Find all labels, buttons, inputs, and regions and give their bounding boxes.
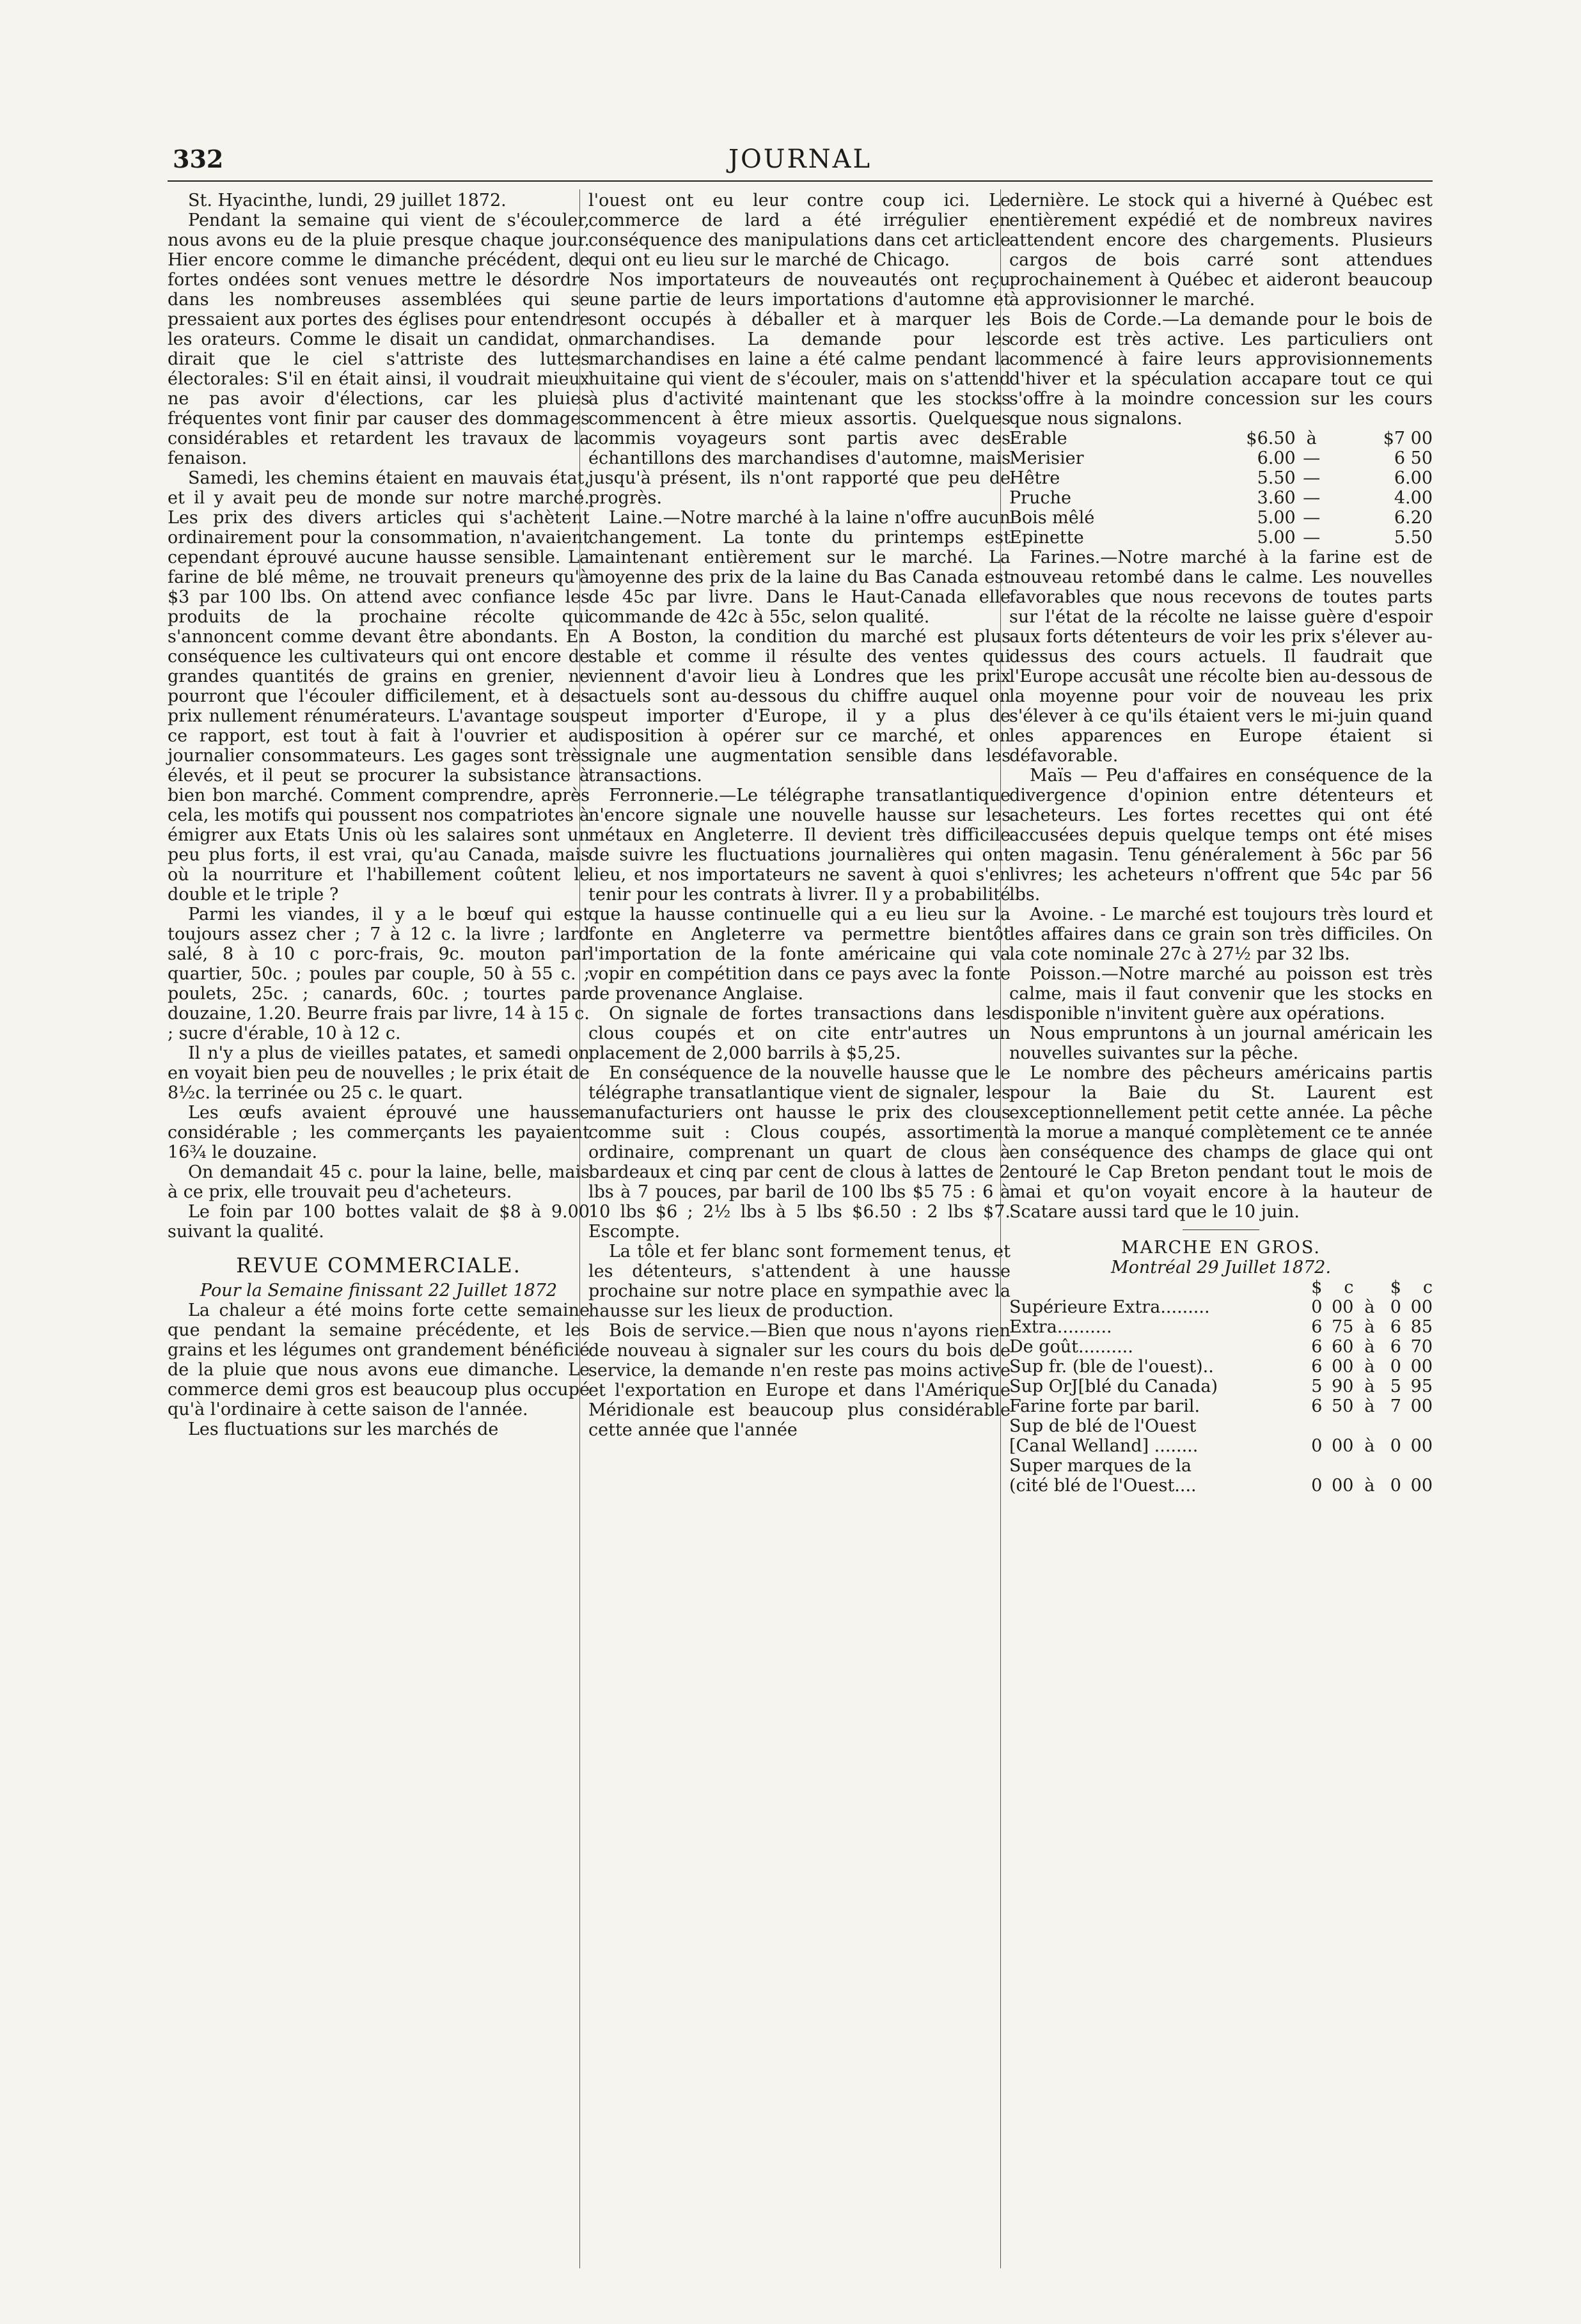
paragraph: Samedi, les chemins étaient en mauvais état, et il y avait peu de monde sur notre marché. Les prix des divers articles qui s'achètent ordinairement pour la consommation, n'avaient cependant éprouvé aucune hausse sensible. La farine de blé même, ne trouvait preneurs qu'à $3 par 100 lbs. On attend avec confiance les produits de la prochaine récolte qui s'annoncent comme devant être abondants. En conséquence les cultivateurs qui ont encore de grandes quantités de grains en grenier, ne pourront que l'écouler difficilement, et à des prix nullement rénumérateurs. L'avantage sous ce rapport, est tout à fait à l'ouvrier et au journalier consommateurs. Les gages sont très élevés, et il peut se procurer la subsistance à bien bon marché. Comment comprendre, après cela, les motifs qui poussent nos compatriotes à émigrer aux Etats Unis où les salaires sont un peu plus forts, il est vrai, qu'au Canada, mais où la nourriture et l'habillement coûtent le double et le triple ? bbox=[168, 468, 590, 905]
dateline: St. Hyacinthe, lundi, 29 juillet 1872. bbox=[188, 191, 507, 210]
paragraph: Parmi les viandes, il y a le bœuf qui est toujours assez cher ; 7 à 12 c. la livre ; lard salé, 8 à 10 c porc-frais, 9c. mouton par quartier, 50c. ; poules par couple, 50 à 55 c. ; poulets, 25c. ; canards, 60c. ; tourtes par douzaine, 1.20. Beurre frais par livre, 14 à 15 c. ; sucre d'érable, 10 à 12 c. bbox=[168, 905, 590, 1043]
table-header-row: $ c $ c bbox=[1311, 1277, 1433, 1297]
paragraph: Avoine. - Le marché est toujours très lourd et les affaires dans ce grain son très difficiles. On la cote nominale 27c à 27½ par 32 lbs. bbox=[1009, 905, 1433, 964]
paragraph: Pendant la semaine qui vient de s'écouler, nous avons eu de la pluie presque chaque jour. Hier encore comme le dimanche précédent, de fortes ondées sont venues mettre le désordre dans les nombreuses assemblées qui se pressaient aux portes des églises pour entendre les orateurs. Comme le disait un candidat, on dirait que le ciel s'attriste des luttes électorales: S'il en était ainsi, il voudrait mieux ne pas avoir d'élections, car les pluies fréquentes vont finir par causer des dommages considérables et retardent les travaux de la fenaison. bbox=[168, 210, 590, 468]
page-number: 332 bbox=[173, 145, 224, 173]
paragraph: Poisson.—Notre marché au poisson est très calme, mais il faut convenir que les stocks en disponible n'invitent guère aux opérations. bbox=[1009, 964, 1433, 1024]
table-row: [Canal Welland] ........ 0 00 à 0 00 bbox=[1009, 1436, 1433, 1456]
marche-en-gros-table bbox=[1009, 1277, 1433, 1496]
paragraph: Laine.—Notre marché à la laine n'offre aucun changement. La tonte du printemps est maintenant entièrement sur le marché. La moyenne des prix de la laine du Bas Canada est de 45c par livre. Dans le Haut-Canada elle commande de 42c à 55c, selon qualité. bbox=[588, 508, 1011, 627]
paragraph: On signale de fortes transactions dans les clous coupés et on cite entr'autres un placement de 2,000 barrils à $5,25. bbox=[588, 1004, 1011, 1063]
paragraph: Il n'y a plus de vieilles patates, et samedi on en voyait bien peu de nouvelles ; le prix était de 8½c. la terrinée ou 25 c. le quart. bbox=[168, 1043, 590, 1103]
paragraph: Nos importateurs de nouveautés ont reçu une partie de leurs importations d'automne et sont occupés à déballer et à marquer les marchandises. La demande pour les marchandises en laine a été calme pendant la huitaine qui vient de s'écouler, mais on s'attend à plus d'activité maintenant que les stocks commencent à être mieux assortis. Quelques commis voyageurs sont partis avec des échantillons des marchandises d'automne, mais jusqu'à présent, ils n'ont rapporté que peu de progrès. bbox=[588, 270, 1011, 508]
table-row: De goût.......... 6 60 à 6 70 bbox=[1009, 1337, 1433, 1357]
paragraph: Bois de service.—Bien que nous n'ayons rien de nouveau à signaler sur les cours du bois de service, la demande n'en reste pas moins active et l'exportation en Europe et dans l'Amérique Méridionale est beaucoup plus considérable cette année que l'année bbox=[588, 1321, 1011, 1440]
table-row: Extra.......... 6 75 à 6 85 bbox=[1009, 1317, 1433, 1337]
paragraph: Le foin par 100 bottes valait de $8 à 9.00 suivant la qualité. bbox=[168, 1202, 590, 1242]
table-row: Hêtre 5.50 — 6.00 bbox=[1009, 468, 1433, 488]
table-row: Bois mêlé 5.00 — 6.20 bbox=[1009, 508, 1433, 528]
bois-de-corde-price-table bbox=[1009, 429, 1433, 548]
table-row: (cité blé de l'Ouest.... 0 00 à 0 00 bbox=[1009, 1476, 1433, 1496]
paragraph: A Boston, la condition du marché est plus stable et comme il résulte des ventes qui viennent d'avoir lieu à Londres que les prix actuels sont au-dessous du chiffre auquel on peut importer d'Europe, il y a plus de disposition à opérer sur ce marché, et on signale une augmentation sensible dans les transactions. bbox=[588, 627, 1011, 786]
journal-title: JOURNAL bbox=[728, 145, 872, 174]
paragraph: Les œufs avaient éprouvé une hausse considérable ; les commerçants les payaient 16¾ le douzaine. bbox=[168, 1103, 590, 1162]
paragraph: Le nombre des pêcheurs américains partis pour la Baie du St. Laurent est exceptionnellement petit cette année. La pêche à la morue a manqué complètement ce te année en conséquence des champs de glace qui ont entouré le Cap Breton pendant tout le mois de mai et qu'on voyait encore à la hauteur de Scatare aussi tard que le 10 juin. bbox=[1009, 1063, 1433, 1222]
table-row: Epinette 5.00 — 5.50 bbox=[1009, 528, 1433, 548]
paragraph: La chaleur a été moins forte cette semaine que pendant la semaine précédente, et les grains et les légumes ont grandement bénéficié de la pluie que nous avons eue dimanche. Le commerce demi gros est beaucoup plus occupé qu'à l'ordinaire à cette saison de l'année. bbox=[168, 1300, 590, 1419]
paragraph: Les fluctuations sur les marchés de bbox=[188, 1419, 499, 1439]
table-row: Sup OrJ[blé du Canada) 5 90 à 5 95 bbox=[1009, 1377, 1433, 1396]
paragraph: Maïs — Peu d'affaires en conséquence de la divergence d'opinion entre détenteurs et acheteurs. Les fortes recettes qui ont été accusées depuis quelque temps ont été mises en magasin. Tenu généralement à 56c par 56 livres; les acheteurs n'offrent que 54c par 56 lbs. bbox=[1009, 766, 1433, 905]
table-row: Erable $6.50 à $7 00 bbox=[1009, 429, 1433, 448]
column-1 bbox=[168, 191, 590, 1439]
table-row: Sup de blé de l'Ouest bbox=[1009, 1416, 1197, 1436]
table-row: Pruche 3.60 — 4.00 bbox=[1009, 488, 1433, 508]
market-dateline: Montréal 29 Juillet 1872. bbox=[1110, 1258, 1332, 1277]
divider bbox=[1183, 1229, 1259, 1230]
table-row: Merisier 6.00 — 6 50 bbox=[1009, 448, 1433, 468]
table-row: Farine forte par baril. 6 50 à 7 00 bbox=[1009, 1396, 1433, 1416]
paragraph: En conséquence de la nouvelle hausse que le télégraphe transatlantique vient de signaler, les manufacturiers ont hausse le prix des clous comme suit : Clous coupés, assortiment ordinaire, comprenant un quart de clous à bardeaux et cinq par cent de clous à lattes de 2 lbs à 7 pouces, par baril de 100 lbs $5 75 : 6 à 10 lbs $6 ; 2½ lbs à 5 lbs $6.50 : 2 lbs $7. Escompte. bbox=[588, 1063, 1011, 1242]
paragraph: Nous empruntons à un journal américain les nouvelles suivantes sur la pêche. bbox=[1009, 1024, 1433, 1063]
table-row: Sup fr. (ble de l'ouest).. 6 00 à 0 00 bbox=[1009, 1357, 1433, 1377]
section-subheading: Pour la Semaine finissant 22 Juillet 1872 bbox=[200, 1281, 558, 1300]
table-row: Supérieure Extra......... 0 00 à 0 00 bbox=[1009, 1297, 1433, 1317]
header-rule bbox=[168, 180, 1433, 182]
page-header bbox=[168, 145, 1433, 175]
paragraph: La tôle et fer blanc sont formement tenus, et les détenteurs, s'attendent à une hausse prochaine sur notre place en sympathie avec la hausse sur les lieux de production. bbox=[588, 1242, 1011, 1321]
paragraph: Farines.—Notre marché à la farine est de nouveau retombé dans le calme. Les nouvelles favorables que nous recevons de toutes parts sur l'état de la récolte ne laisse guère d'espoir aux forts détenteurs de voir les prix s'élever au-dessus des cours actuels. Il faudrait que l'Europe accusât une récolte bien au-dessous de la moyenne pour voir de nouveau les prix s'élever à ce qu'ils étaient vers le mi-juin quand les apparences en Europe étaient si défavorable. bbox=[1009, 548, 1433, 766]
column-2 bbox=[588, 191, 1011, 1440]
paragraph: l'ouest ont eu leur contre coup ici. Le commerce de lard a été irrégulier en conséquence des manipulations dans cet article qui ont eu lieu sur le marché de Chicago. bbox=[588, 191, 1011, 270]
paragraph: Bois de Corde.—La demande pour le bois de corde est très active. Les particuliers ont commencé à faire leurs approvisionnements d'hiver et la spéculation accapare tout ce qui s'offre à la moindre concession sur les cours que nous signalons. bbox=[1009, 310, 1433, 429]
paragraph: Ferronnerie.—Le télégraphe transatlantique n'encore signale une nouvelle hausse sur les métaux en Angleterre. Il devient très difficile de suivre les fluctuations journalières qui ont lieu, et nos importateurs ne savent à quoi s'en tenir pour les contrats à livrer. Il y a probabilité que la hausse continuelle qui a eu lieu sur la fonte en Angleterre va permettre bientôt l'importation de la fonte américaine qui va vopir en compétition dans ce pays avec la fonte de provenance Anglaise. bbox=[588, 786, 1011, 1004]
market-heading: MARCHE EN GROS. bbox=[1121, 1238, 1321, 1258]
table-row: Super marques de la bbox=[1009, 1456, 1192, 1476]
section-heading: REVUE COMMERCIALE. bbox=[236, 1253, 521, 1277]
column-3 bbox=[1009, 191, 1433, 1496]
paragraph: dernière. Le stock qui a hiverné à Québec est entièrement expédié et de nombreux navires attendent encore des chargements. Plusieurs cargos de bois carré sont attendues prochainement à Québec et aideront beaucoup à approvisionner le marché. bbox=[1009, 191, 1433, 310]
paragraph: On demandait 45 c. pour la laine, belle, mais à ce prix, elle trouvait peu d'acheteurs. bbox=[168, 1162, 590, 1202]
